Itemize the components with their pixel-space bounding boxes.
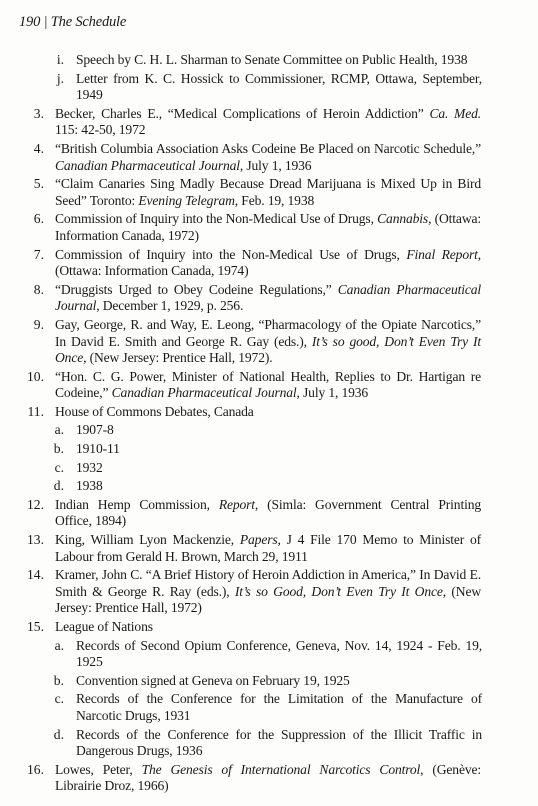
entry-text [55, 567, 481, 617]
entry-text-run: Becker, Charles E., “Medical Complications of Heroin Addiction” [55, 105, 430, 121]
bibliography-entry [0, 106, 538, 139]
entry-number: 11. [27, 403, 44, 419]
entry-text-run: , (Ottawa: Information Canada, 1974) [55, 246, 481, 279]
entry-text-run: 1938 [76, 478, 103, 494]
entry-text [55, 532, 481, 565]
entry-text [55, 497, 481, 530]
entry-text-run: Commission of Inquiry into the Non-Medical Use of Drugs, [55, 246, 407, 262]
entry-text-run: , (Ottawa: Information Canada, 1972) [55, 211, 481, 243]
entry-text-run: “Hon. C. G. Power, Minister of National Health, Replies to Dr. Hartigan re Codeine,” [55, 368, 481, 401]
entry-text-run: Speech by C. H. L. Sharman to Senate Committee on Public Health, 1938 [76, 52, 468, 67]
entry-text-run: “Claim Canaries Sing Madly Because Dread Marijuana is Mixed Up in Bird Seed” Toronto: [55, 176, 481, 208]
page-number: 190 [19, 14, 41, 30]
running-head [19, 14, 126, 31]
entry-text [76, 52, 482, 69]
entry-text-run: Indian Hemp Commission, [55, 496, 219, 512]
entry-text-run: , (New Jersey: Prentice Hall, 1972) [55, 583, 481, 616]
entry-number: 4. [33, 140, 44, 156]
entry-number: 15. [27, 619, 44, 634]
entry-text-run: “British Columbia Association Asks Codeine Be Placed on Narcotic Schedule,” [55, 140, 481, 156]
entry-number: 14. [27, 567, 44, 583]
entry-number: 8. [33, 281, 44, 297]
entry-text [55, 404, 481, 421]
entry-number: 5. [33, 176, 44, 192]
entry-number: i. [56, 52, 64, 67]
entry-text-run: 1907-8 [76, 422, 114, 438]
entry-text-run: Convention signed at Geneva on February 19, 1925 [76, 672, 350, 688]
entry-text-run: Kramer, John C. “A Brief History of Heroin Addiction in America,” In David E. Smith & George R. Ray (eds.), [55, 567, 481, 599]
bibliography-entry [0, 317, 538, 367]
entry-number: c. [54, 691, 64, 707]
bibliography-entry [0, 211, 538, 244]
entry-text [76, 460, 482, 477]
entry-number: b. [53, 441, 64, 457]
entry-text [55, 176, 481, 209]
entry-title-italic: Evening Telegram [138, 192, 235, 208]
entry-title-italic: Cannabis [377, 211, 429, 227]
bibliography-list [0, 52, 538, 795]
entry-title-italic: It’s so good, Don’t Even Try It Once [55, 333, 482, 366]
bibliography-entry [0, 567, 538, 617]
bibliography-subentry [0, 673, 538, 690]
entry-text-run: , J 4 File 170 Memo to Minister of Labour from Gerald H. Brown, March 29, 1911 [55, 532, 481, 564]
entry-title-italic: Canadian Pharmaceutical Journal [55, 281, 481, 314]
entry-text-run: Lowes, Peter, [55, 761, 142, 777]
entry-number: 3. [33, 105, 44, 121]
bibliography-entry [0, 369, 538, 402]
entry-number: d. [53, 478, 64, 494]
entry-title-italic: Final Report [406, 246, 478, 262]
entry-number: 10. [27, 368, 44, 384]
entry-text-run: , (New Jersey: Prentice Hall, 1972). [83, 350, 273, 366]
bibliography-subentry [0, 460, 538, 477]
bibliography-subentry [0, 638, 538, 671]
bibliography-entry [0, 176, 538, 209]
bibliography-subentry [0, 691, 538, 724]
entry-number: 7. [33, 246, 44, 262]
entry-text-run: Records of Second Opium Conference, Geneva, Nov. 14, 1924 - Feb. 19, 1925 [76, 637, 482, 670]
entry-text [76, 727, 482, 760]
entry-text [76, 673, 482, 690]
entry-text [55, 247, 481, 280]
entry-title-italic: Canadian Pharmaceutical Journal [55, 157, 240, 173]
entry-text [55, 762, 481, 795]
entry-title-italic: It’s so Good, Don’t Even Try It Once [234, 583, 443, 599]
entry-text-run: Gay, George, R. and Way, E. Leong, “Pharmacology of the Opiate Narcotics,” In David E. Smith and George R. Gay (eds.), [55, 316, 481, 349]
bibliography-subentry [0, 71, 538, 104]
bibliography-entry [0, 404, 538, 421]
entry-text [55, 211, 481, 244]
entry-text-run: Letter from K. C. Hossick to Commissioner, RCMP, Ottawa, September, 1949 [76, 70, 482, 103]
entry-text-run: , Feb. 19, 1938 [234, 192, 315, 208]
bibliography-entry [0, 141, 538, 174]
entry-text-run: , July 1, 1936 [239, 157, 312, 173]
entry-text-run: House of Commons Debates, Canada [55, 403, 254, 419]
entry-text [55, 282, 481, 315]
entry-number: j. [56, 70, 64, 86]
bibliography-entry [0, 282, 538, 315]
bibliography-subentry [0, 727, 538, 760]
entry-text-run: 115: 42-50, 1972 [55, 122, 146, 138]
entry-text-run: “Druggists Urged to Obey Codeine Regulations,” [55, 281, 338, 297]
entry-title-italic: Report [218, 496, 255, 512]
entry-number: 12. [27, 496, 44, 512]
bibliography-entry [0, 762, 538, 795]
entry-number: d. [53, 726, 64, 742]
entry-text-run: , (Simla: Government Central Printing Office, 1894) [55, 496, 481, 529]
bibliography-subentry [0, 52, 538, 69]
entry-number: a. [54, 422, 64, 438]
bibliography-entry [0, 497, 538, 530]
entry-text [55, 141, 481, 174]
entry-title-italic: Canadian Pharmaceutical Journal [111, 385, 297, 401]
entry-number: a. [54, 637, 64, 653]
entry-number: 13. [27, 532, 44, 548]
entry-text-run: , (Genève: Librairie Droz, 1966) [55, 761, 481, 794]
entry-number: 6. [33, 211, 44, 227]
entry-text-run: 1932 [76, 459, 103, 475]
bibliography-subentry [0, 441, 538, 458]
section-title: The Schedule [50, 14, 127, 30]
bibliography-subentry [0, 478, 538, 495]
entry-text [76, 638, 482, 671]
entry-title-italic: Papers [239, 532, 278, 548]
bibliography-entry [0, 532, 538, 565]
entry-text [76, 478, 482, 495]
entry-text-run: League of Nations [55, 619, 153, 634]
entry-text-run: King, William Lyon Mackenzie, [55, 532, 240, 548]
bibliography-entry [0, 619, 538, 636]
entry-text-run: Commission of Inquiry into the Non-Medical Use of Drugs, [55, 211, 378, 227]
entry-text [76, 71, 482, 104]
entry-text [76, 422, 482, 439]
entry-title-italic: Ca. Med. [429, 105, 481, 121]
entry-title-italic: The Genesis of International Narcotics Control [141, 761, 421, 777]
entry-text [76, 441, 482, 458]
entry-text [76, 691, 482, 724]
entry-text [55, 317, 481, 367]
bibliography-entry [0, 247, 538, 280]
entry-text-run: Records of the Conference for the Limitation of the Manufacture of Narcotic Drugs, 1931 [76, 691, 482, 723]
entry-number: 9. [33, 316, 44, 332]
entry-number: c. [54, 459, 64, 475]
bibliography-subentry [0, 422, 538, 439]
header-separator: | [40, 14, 51, 30]
entry-text [55, 619, 481, 636]
entry-text [55, 106, 481, 139]
entry-text [55, 369, 481, 402]
entry-number: b. [53, 672, 64, 688]
entry-text-run: , December 1, 1929, p. 256. [96, 298, 244, 314]
entry-text-run: , July 1, 1936 [296, 385, 369, 401]
entry-number: 16. [27, 761, 44, 777]
entry-text-run: 1910-11 [76, 441, 120, 457]
entry-text-run: Records of the Conference for the Suppression of the Illicit Traffic in Dangerous Drugs, 1936 [76, 726, 482, 759]
